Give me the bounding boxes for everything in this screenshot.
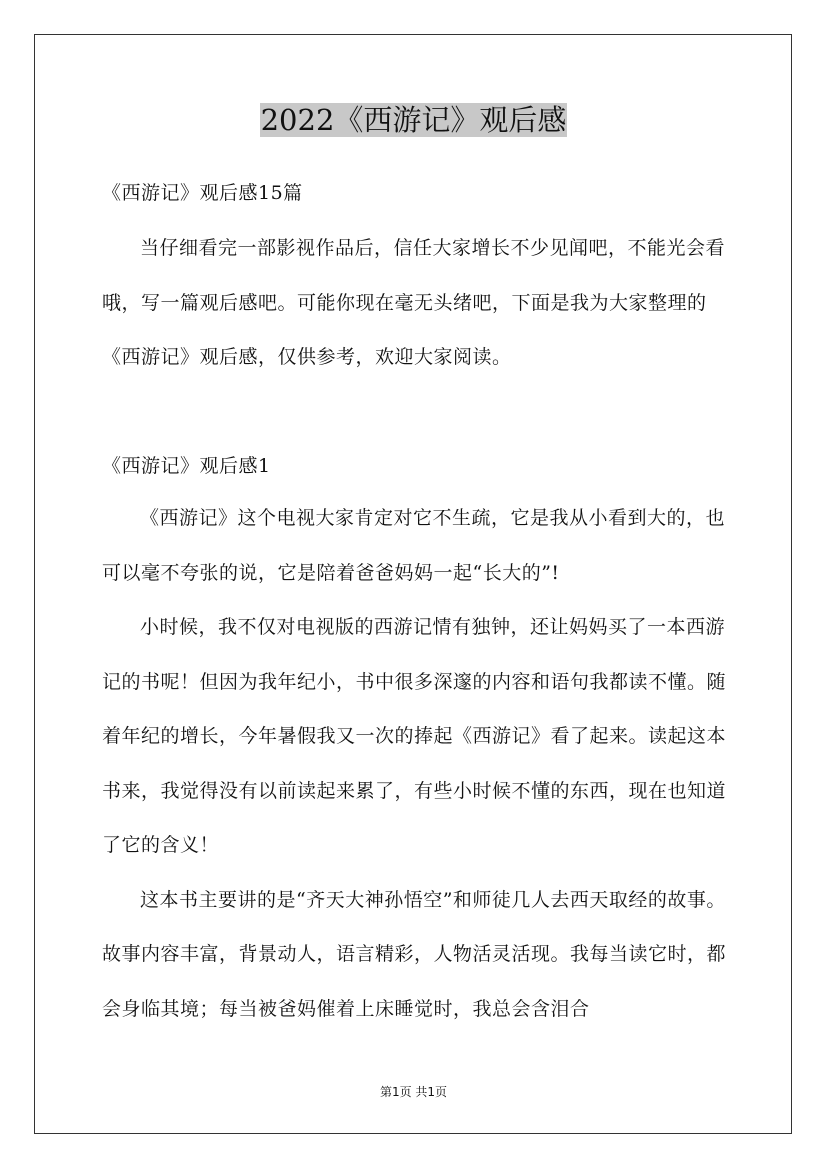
body-paragraph-3: 这本书主要讲的是“齐天大神孙悟空”和师徒几人去西天取经的故事。故事内容丰富，背景动人，语言精彩，人物活灵活现。我每当读它时，都会身临其境；每当被爸妈催着上床睡觉时，我总会含泪合 [102,888,727,1020]
document-title [0,98,827,142]
body-paragraph-1: 《西游记》这个电视大家肯定对它不生疏，它是我从小看到大的，也可以毫不夸张的说，它是陪着爸爸妈妈一起“长大的”! [102,507,726,584]
page-indicator: 第1页 共1页 [379,1085,448,1099]
page-footer [0,1083,827,1100]
document-title-text: 2022《西游记》观后感 [260,103,567,137]
intro-section [102,221,738,385]
body-paragraph-2: 小时候，我不仅对电视版的西游记情有独钟，还让妈妈买了一本西游记的书呢！但因为我年纪小，书中很多深邃的内容和语句我都读不懂。随着年纪的增长，今年暑假我又一次的捧起《西游记》看了起来。读起这本书来，我觉得没有以前读起来累了，有些小时候不懂的东西，现在也知道了它的含义！ [102,616,727,856]
intro-paragraph: 当仔细看完一部影视作品后，信任大家增长不少见闻吧，不能光会看哦，写一篇观后感吧。可能你现在毫无头绪吧，下面是我为大家整理的《西游记》观后感，仅供参考，欢迎大家阅读。 [102,237,726,368]
section-body [102,491,738,1036]
section-heading: 《西游记》观后感1 [102,455,271,477]
document-subtitle: 《西游记》观后感15篇 [102,182,303,204]
